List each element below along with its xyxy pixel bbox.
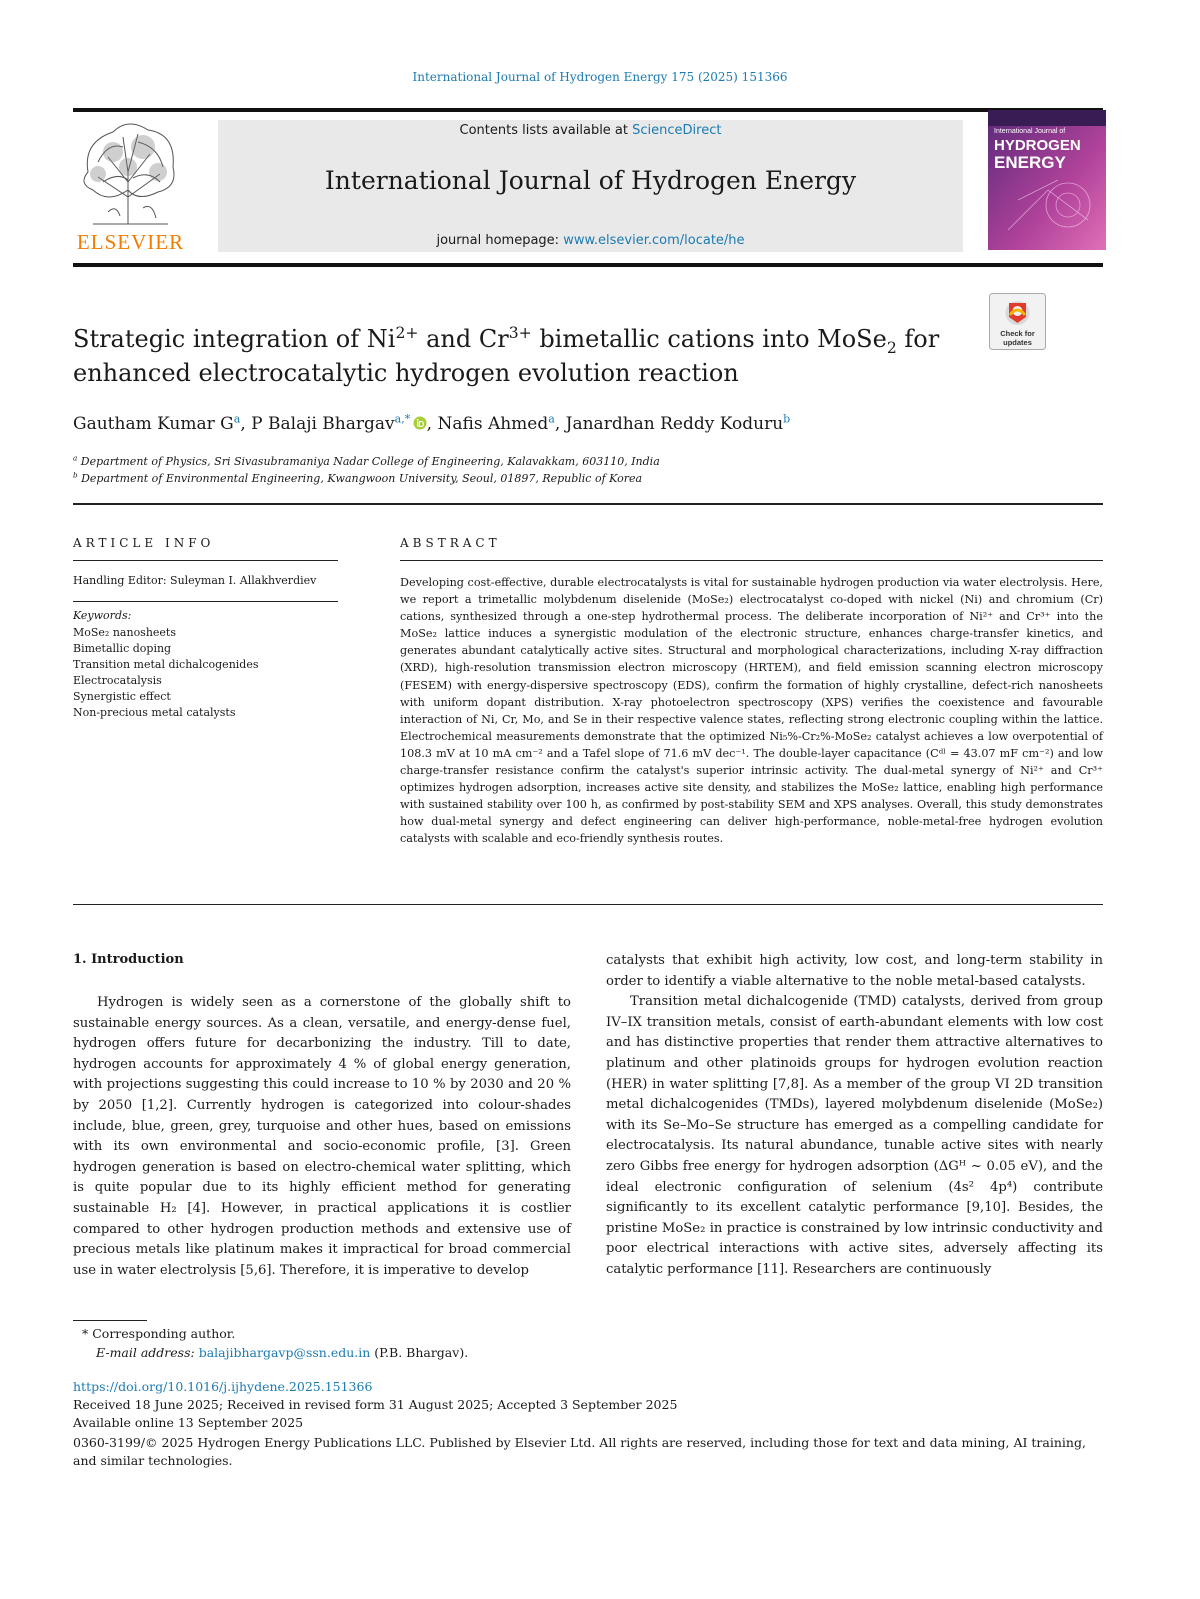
keyword-list (73, 625, 259, 721)
homepage-link[interactable]: www.elsevier.com/locate/he (563, 233, 745, 248)
article-info-heading: ARTICLE INFO (73, 536, 215, 550)
footnote-rule (73, 1320, 147, 1321)
abstract-heading: ABSTRACT (400, 536, 501, 550)
author-name[interactable]: P Balaji Bhargav (251, 414, 395, 434)
cover-title-line1: International Journal of (994, 128, 1066, 135)
cover-title-line2: HYDROGEN (994, 137, 1081, 154)
email-note: E-mail address: balajibhargavp@ssn.edu.in (P.B. Bhargav). (96, 1345, 469, 1360)
copyright-notice: 0360-3199/© 2025 Hydrogen Energy Publications LLC. Published by Elsevier Ltd. All rights are reserved, including those for text and data mining, AI training, and similar technologies. (73, 1435, 1086, 1468)
author-email-link[interactable]: balajibhargavp@ssn.edu.in (198, 1345, 371, 1360)
header-bottom-rule (73, 263, 1103, 267)
check-for-updates-button[interactable] (989, 293, 1046, 350)
body-paragraph: catalysts that exhibit high activity, low cost, and long-term stability in order to identify a viable alternative to the noble metal-based catalysts. (606, 953, 1103, 989)
abstract-bottom-rule (73, 904, 1103, 905)
homepage-prefix: journal homepage: (436, 233, 564, 248)
author-affiliation-mark[interactable]: a,* (394, 412, 411, 426)
affiliation-b: $^b$ Department of Environmental Engineering, Kwangwoon University, Seoul, 01897, Republic of Korea (73, 470, 643, 485)
journal-name: International Journal of Hydrogen Energy (324, 166, 857, 195)
handling-editor: Handling Editor: Suleyman I. Allakhverdiev (73, 574, 317, 587)
homepage-line (218, 233, 963, 248)
author-list: Gautham Kumar $G^a$, P Balaji Bhargav$^{a,*}$ , Nafis Ahmed$^a$, Janardhan Reddy Koduru$^b$ (73, 412, 791, 434)
article-title-line2: enhanced electrocatalytic hydrogen evolution reaction (73, 359, 739, 387)
received-dates: Received 18 June 2025; Received in revised form 31 August 2025; Accepted 3 September 2025 (73, 1397, 678, 1412)
abstract-text: Developing cost-effective, durable electrocatalysts is vital for sustainable hydrogen production via water electrolysis. Here, we report a trimetallic molybdenum diselenide (MoSe₂) electrocatalyst co-doped with nickel (Ni) and chromium (Cr) cations, synthesized through a one-step hydrothermal process. The deliberate incorporation of Ni²⁺ and Cr³⁺ into the MoSe₂ lattice induces a synergistic modulation of the electronic structure, enhances charge-transfer kinetics, and generates abundant catalytically active sites. Structural and morphological characterizations, including X-ray diffraction (XRD), high-resolution transmission electron microscopy (HRTEM), and field emission scanning electron microscopy (FESEM) with energy-dispersive spectroscopy (EDS), confirm the formation of highly crystalline, defect-rich nanosheets with uniform dopant distribution. X-ray photoelectron spectroscopy (XPS) verifies the coexistence and favourable interaction of Ni, Cr, Mo, and Se in their respective valence states, reflecting strong electronic coupling within the lattice. Electrochemical measurements demonstrate that the optimized Ni₅%-Cr₂%-MoSe₂ catalyst achieves a low overpotential of 108.3 mV at 10 mA cm⁻² and a Tafel slope of 71.6 mV dec⁻¹. The double-layer capacitance (Cᵈˡ = 43.07 mF cm⁻²) and low charge-transfer resistance confirm the catalyst's superior intrinsic activity. The dual-metal synergy of Ni²⁺ and Cr³⁺ optimizes hydrogen adsorption, increases active site density, and stabilizes the MoSe₂ lattice, enabling high performance with sustained stability over 100 h, as confirmed by post-stability SEM and XPS analyses. Overall, this study demonstrates how dual-metal synergy and defect engineering can deliver high-performance, noble-metal-free hydrogen evolution catalysts with scalable and eco-friendly synthesis routes. (400, 576, 1103, 846)
journal-cover[interactable] (988, 110, 1106, 250)
header-top-rule (73, 108, 1103, 112)
keyword-item: Non-precious metal catalysts (73, 706, 236, 719)
author-name[interactable]: Gautham Kumar G (73, 414, 234, 434)
doi-link[interactable]: https://doi.org/10.1016/j.ijhydene.2025.151366 (73, 1379, 373, 1394)
keyword-item: Electrocatalysis (73, 674, 162, 687)
contents-prefix: Contents lists available at (459, 123, 633, 138)
cover-title-line3: ENERGY (994, 153, 1066, 172)
body-column-left (73, 993, 571, 1281)
article-info-rule (73, 560, 338, 561)
sciencedirect-link[interactable]: ScienceDirect (632, 123, 722, 138)
body-column-right (606, 951, 1103, 1281)
keyword-item: Bimetallic doping (73, 642, 172, 655)
author-affiliation-mark[interactable]: a (233, 412, 241, 426)
introduction-heading: 1. Introduction (73, 952, 184, 967)
corresponding-author-note: * Corresponding author. (82, 1326, 236, 1341)
article-title-line1: Strategic integration of $Ni^{2+}$ and $Cr^{3+}$ bimetallic cations into MoSe$_2$ for (73, 324, 940, 357)
affiliation-rule (73, 503, 1103, 505)
keyword-item: Synergistic effect (73, 690, 171, 703)
body-paragraph: Transition metal dichalcogenide (TMD) catalysts, derived from group IV–IX transition metals, consist of earth-abundant elements with low cost and has distinctive properties that render them attractive alternatives to platinum and other platinoids groups for hydrogen evolution reaction (HER) in water splitting [7,8]. As a member of the group VI 2D transition metal dichalcogenides (TMDs), layered molybdenum diselenide (MoSe₂) with its Se–Mo–Se structure has emerged as a compelling candidate for electrocatalysis. Its natural abundance, tunable active sites with nearly zero Gibbs free energy for hydrogen adsorption (ΔGᴴ ~ 0.05 eV), and the ideal electronic configuration of selenium (4s² 4p⁴) contribute significantly to its excellent catalytic performance [9,10]. Besides, the pristine MoSe₂ in practice is constrained by low intrinsic conductivity and poor electrical interactions with active sites, adversely affecting its catalytic performance [11]. Researchers are continuously (606, 994, 1103, 1277)
orcid-icon[interactable] (413, 416, 427, 430)
available-online: Available online 13 September 2025 (73, 1415, 304, 1430)
contents-line (218, 123, 963, 138)
journal-reference[interactable]: International Journal of Hydrogen Energy 175 (2025) 151366 (412, 70, 788, 84)
doi-line (73, 1378, 372, 1396)
author-name[interactable]: Janardhan Reddy Koduru (565, 414, 784, 434)
keyword-item: MoSe₂ nanosheets (73, 626, 177, 639)
author-affiliation-mark[interactable]: a (548, 412, 555, 426)
abstract-rule (400, 560, 1103, 561)
elsevier-logo[interactable] (68, 112, 193, 257)
body-paragraph: Hydrogen is widely seen as a cornerstone of the globally shift to sustainable energy sources. As a clean, versatile, and energy-dense fuel, hydrogen offers future for decarbonizing the industry. Till to date, hydrogen accounts for approximately 4 % of global energy generation, with projections suggesting this could increase to 10 % by 2030 and 20 % by 2050 [1,2]. Currently hydrogen is categorized into colour-shades include, blue, green, grey, turquoise and other hues, based on emissions with its own environmental and socio-economic profile, [3]. Green hydrogen generation is based on electro-chemical water splitting, which is quite popular due to its highly efficient method for generating sustainable H₂ [4]. However, in practical applications it is costlier compared to other hydrogen production methods and extensive use of precious metals like platinum makes it impractical for broad commercial use in water electrolysis [5,6]. Therefore, it is imperative to develop (73, 995, 571, 1278)
affiliation-a: $^a$ Department of Physics, Sri Sivasubramaniya Nadar College of Engineering, Kalavakkam, 603110, India (73, 453, 660, 468)
keywords-rule (73, 601, 338, 602)
author-affiliation-mark[interactable]: b (783, 412, 791, 426)
elsevier-wordmark: ELSEVIER (76, 230, 185, 254)
keyword-item: Transition metal dichalcogenides (73, 658, 259, 671)
author-name[interactable]: Nafis Ahmed (437, 414, 549, 434)
article-title (73, 322, 973, 390)
crossmark-label: Check for updates (1000, 329, 1035, 347)
keywords-label: Keywords: (73, 609, 132, 622)
